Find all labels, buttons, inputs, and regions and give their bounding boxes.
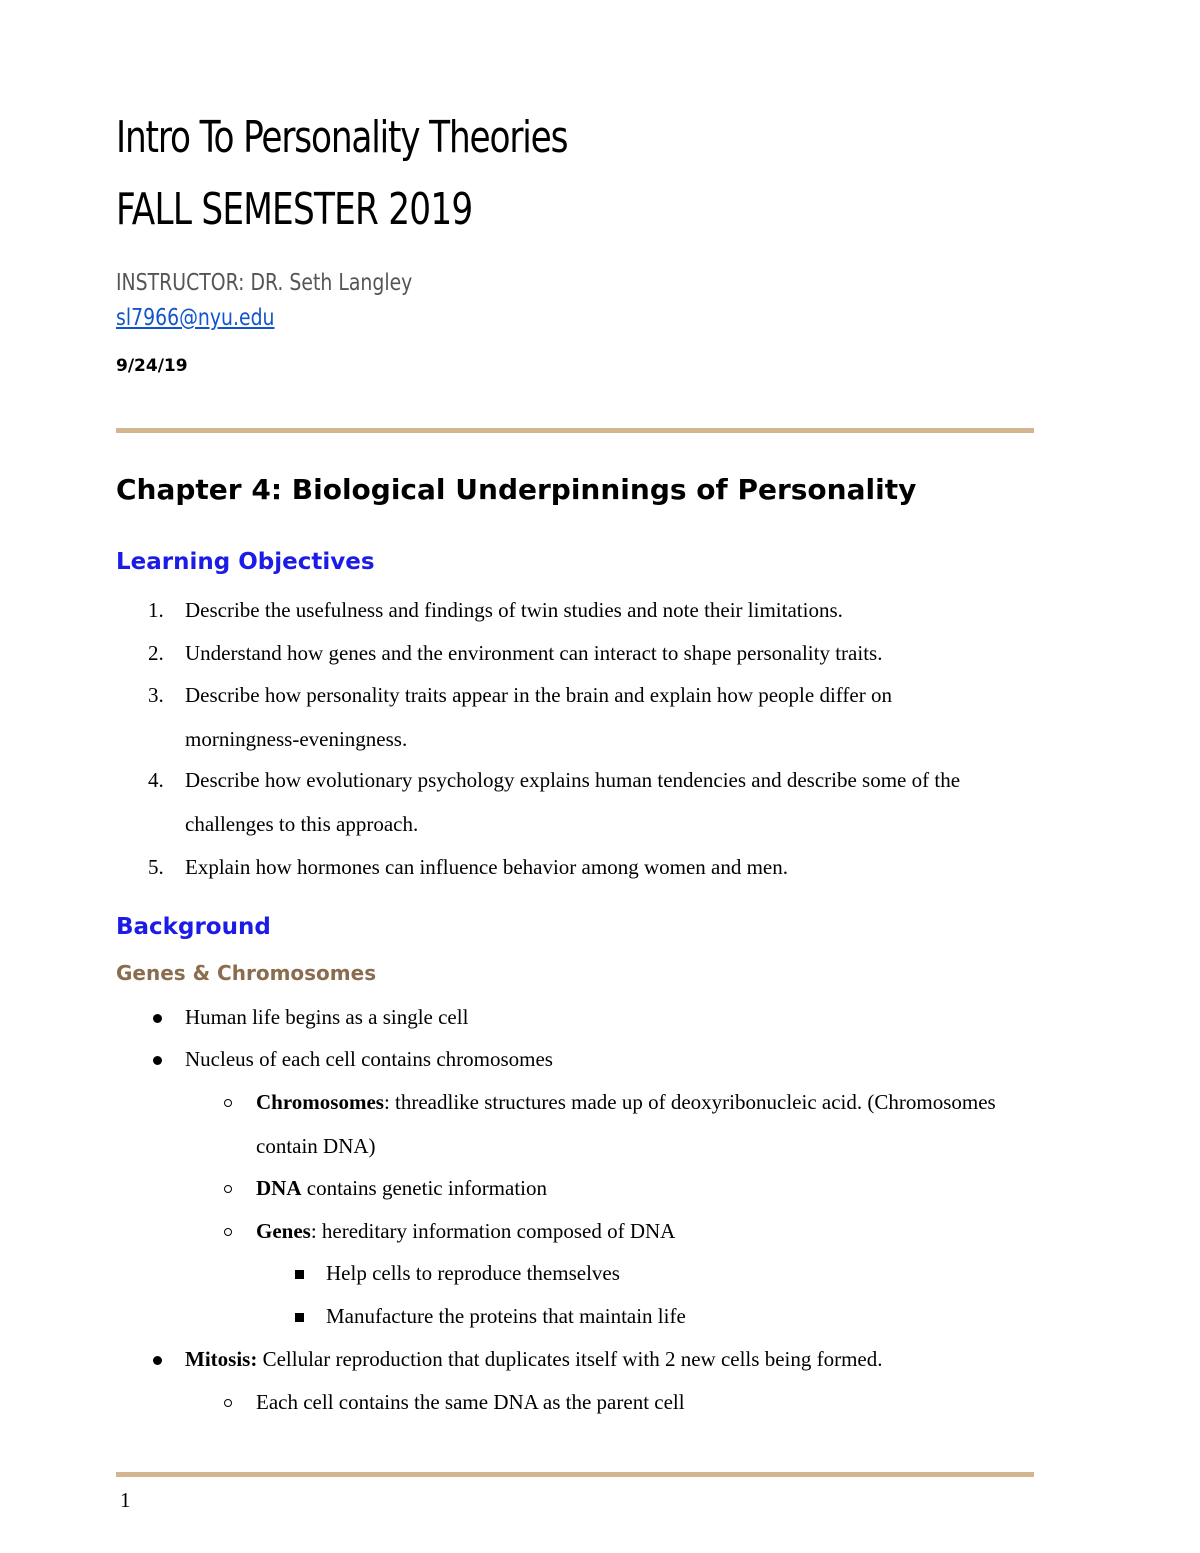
list-item-continuation: contain DNA)	[256, 1134, 376, 1158]
definition-mitosis: Cellular reproduction that duplicates itself with 2 new cells being formed.	[257, 1347, 883, 1371]
list-item: Each cell contains the same DNA as the parent cell	[256, 1390, 685, 1414]
list-item-number: 1.	[148, 598, 164, 622]
course-title: Intro To Personality Theories	[116, 112, 568, 163]
list-item-number: 4.	[148, 768, 164, 792]
list-item-number: 2.	[148, 641, 164, 665]
page-number: 1	[120, 1488, 131, 1512]
list-item: Manufacture the proteins that maintain life	[326, 1304, 686, 1328]
term-chromosomes: Chromosomes	[256, 1090, 384, 1114]
genes-chromosomes-subheading: Genes & Chromosomes	[116, 961, 377, 985]
bullet-dot-icon	[153, 1014, 162, 1023]
list-item-number: 5.	[148, 855, 164, 879]
semester-title: FALL SEMESTER 2019	[116, 184, 473, 235]
bullet-dot-icon	[153, 1356, 162, 1365]
chapter-title: Chapter 4: Biological Underpinnings of Personality	[116, 473, 917, 506]
instructor-email-link[interactable]: sl7966@nyu.edu	[116, 305, 275, 331]
bullet-circle-icon	[224, 1399, 232, 1407]
learning-objectives-heading: Learning Objectives	[116, 549, 375, 575]
bullet-dot-icon	[153, 1056, 162, 1065]
term-genes: Genes	[256, 1219, 311, 1243]
list-item	[185, 1347, 883, 1372]
list-item: Human life begins as a single cell	[185, 1005, 469, 1029]
definition-dna: contains genetic information	[301, 1176, 548, 1200]
list-item: Describe how evolutionary psychology explains human tendencies and describe some of the	[185, 768, 961, 792]
list-item: Nucleus of each cell contains chromosomes	[185, 1047, 553, 1071]
bullet-square-icon	[295, 1313, 304, 1322]
top-divider	[116, 428, 1034, 433]
bullet-square-icon	[295, 1270, 304, 1279]
list-item: Describe the usefulness and findings of twin studies and note their limitations.	[185, 598, 843, 622]
list-item	[256, 1176, 547, 1201]
lecture-date: 9/24/19	[116, 356, 188, 376]
bullet-circle-icon	[224, 1099, 232, 1107]
list-item: Explain how hormones can influence behavior among women and men.	[185, 855, 788, 879]
footer-divider	[116, 1472, 1034, 1477]
list-item: Understand how genes and the environment can interact to shape personality traits.	[185, 641, 883, 665]
bullet-circle-icon	[224, 1228, 232, 1236]
list-item-continuation: morningness-eveningness.	[185, 727, 408, 751]
list-item: Help cells to reproduce themselves	[326, 1261, 620, 1285]
list-item	[256, 1219, 675, 1244]
term-mitosis: Mitosis:	[185, 1347, 258, 1371]
background-heading: Background	[116, 914, 271, 940]
term-dna: DNA	[256, 1176, 302, 1200]
bullet-circle-icon	[224, 1185, 232, 1193]
list-item: Describe how personality traits appear in the brain and explain how people differ on	[185, 683, 892, 707]
definition-genes: : hereditary information composed of DNA	[310, 1219, 676, 1243]
list-item-continuation: challenges to this approach.	[185, 812, 419, 836]
instructor-name: INSTRUCTOR: DR. Seth Langley	[116, 270, 413, 296]
definition-chromosomes: : threadlike structures made up of deoxyribonucleic acid. (Chromosomes	[383, 1090, 996, 1114]
list-item-number: 3.	[148, 683, 164, 707]
list-item	[256, 1090, 996, 1115]
